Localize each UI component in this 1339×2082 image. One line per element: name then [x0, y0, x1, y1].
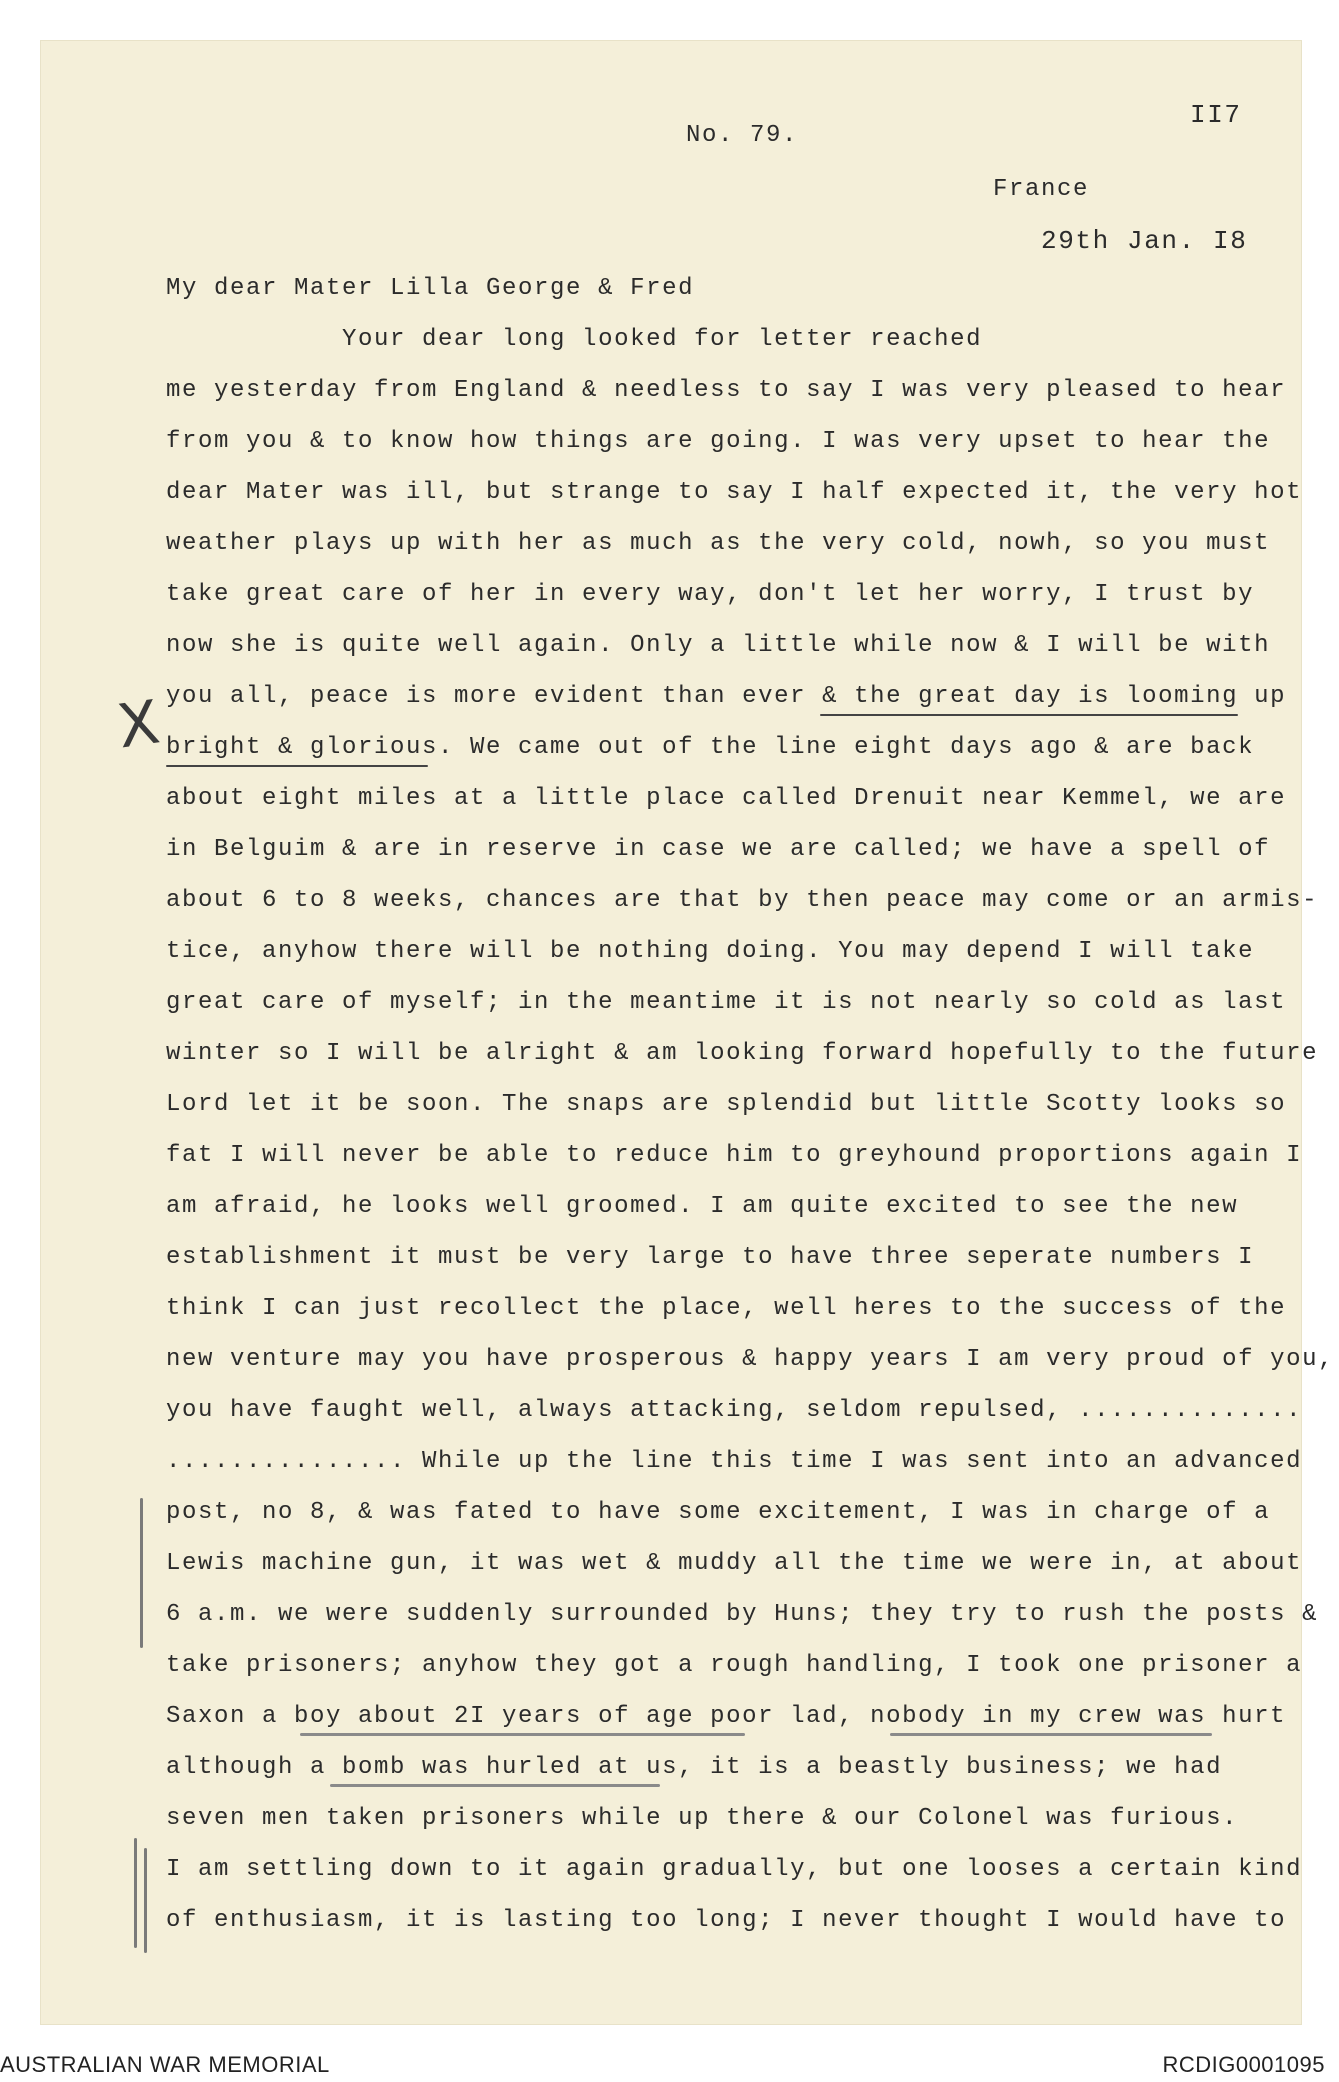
body-line: seven men taken prisoners while up there & our Colonel was furious. — [166, 1805, 1239, 1832]
ink-underline — [166, 765, 428, 767]
letter-place: France — [993, 176, 1090, 203]
body-line: Lewis machine gun, it was wet & muddy all the time we were in, at about — [166, 1550, 1303, 1577]
body-line: post, no 8, & was fated to have some excitement, I was in charge of a — [166, 1499, 1271, 1526]
body-line: weather plays up with her as much as the very cold, nowh, so you must — [166, 530, 1271, 557]
body-line: winter so I will be alright & am looking forward hopefully to the future — [166, 1040, 1319, 1067]
body-line: you have faught well, always attacking, seldom repulsed, .............. — [166, 1397, 1303, 1424]
body-line: from you & to know how things are going. I was very upset to hear the — [166, 428, 1271, 455]
body-line: now she is quite well again. Only a little while now & I will be with — [166, 632, 1271, 659]
footer-reference: RCDIG0001095 — [1162, 2052, 1325, 2077]
body-line: bright & glorious. We came out of the line eight days ago & are back — [166, 734, 1255, 761]
body-line: think I can just recollect the place, well heres to the success of the — [166, 1295, 1287, 1322]
body-line: about 6 to 8 weeks, chances are that by then peace may come or an armis- — [166, 887, 1319, 914]
margin-x-mark: X — [113, 687, 164, 763]
body-line: fat I will never be able to reduce him to greyhound proportions again I — [166, 1142, 1303, 1169]
body-line: although a bomb was hurled at us, it is a beastly business; we had — [166, 1754, 1223, 1781]
footer-institution: AUSTRALIAN WAR MEMORIAL — [0, 2052, 330, 2077]
ink-underline — [820, 714, 1238, 716]
body-line: establishment it must be very large to have three seperate numbers I — [166, 1244, 1255, 1271]
body-line: about eight miles at a little place called Drenuit near Kemmel, we are — [166, 785, 1287, 812]
margin-pencil-bar — [140, 1498, 143, 1648]
body-line: dear Mater was ill, but strange to say I half expected it, the very hot — [166, 479, 1303, 506]
pencil-underline — [330, 1784, 660, 1787]
body-line: you all, peace is more evident than ever & the great day is looming up — [166, 683, 1287, 710]
body-line: take prisoners; anyhow they got a rough handling, I took one prisoner a — [166, 1652, 1303, 1679]
body-line: am afraid, he looks well groomed. I am quite excited to see the new — [166, 1193, 1239, 1220]
body-line: tice, anyhow there will be nothing doing. You may depend I will take — [166, 938, 1255, 965]
page-number: II7 — [1190, 100, 1242, 130]
body-line: Lord let it be soon. The snaps are splendid but little Scotty looks so — [166, 1091, 1287, 1118]
body-line: in Belguim & are in reserve in case we are called; we have a spell of — [166, 836, 1271, 863]
body-line: ............... While up the line this time I was sent into an advanced — [166, 1448, 1303, 1475]
body-line: I am settling down to it again gradually, but one looses a certain kind — [166, 1856, 1303, 1883]
body-line: me yesterday from England & needless to say I was very pleased to hear — [166, 377, 1287, 404]
margin-pencil-bar — [144, 1848, 147, 1953]
pencil-underline — [300, 1733, 745, 1736]
body-line: great care of myself; in the meantime it is not nearly so cold as last — [166, 989, 1287, 1016]
pencil-underline — [890, 1733, 1212, 1736]
margin-pencil-bar — [134, 1838, 137, 1948]
body-line: 6 a.m. we were suddenly surrounded by Huns; they try to rush the posts & — [166, 1601, 1319, 1628]
salutation: My dear Mater Lilla George & Fred — [166, 275, 695, 302]
letter-date: 29th Jan. I8 — [1041, 226, 1248, 256]
body-line: take great care of her in every way, don't let her worry, I trust by — [166, 581, 1255, 608]
body-line: of enthusiasm, it is lasting too long; I never thought I would have to — [166, 1907, 1287, 1934]
body-line: Saxon a boy about 2I years of age poor lad, nobody in my crew was hurt — [166, 1703, 1287, 1730]
document-number: No. 79. — [686, 122, 799, 149]
body-line: new venture may you have prosperous & happy years I am very proud of you, — [166, 1346, 1335, 1373]
body-line: Your dear long looked for letter reached — [166, 326, 983, 353]
